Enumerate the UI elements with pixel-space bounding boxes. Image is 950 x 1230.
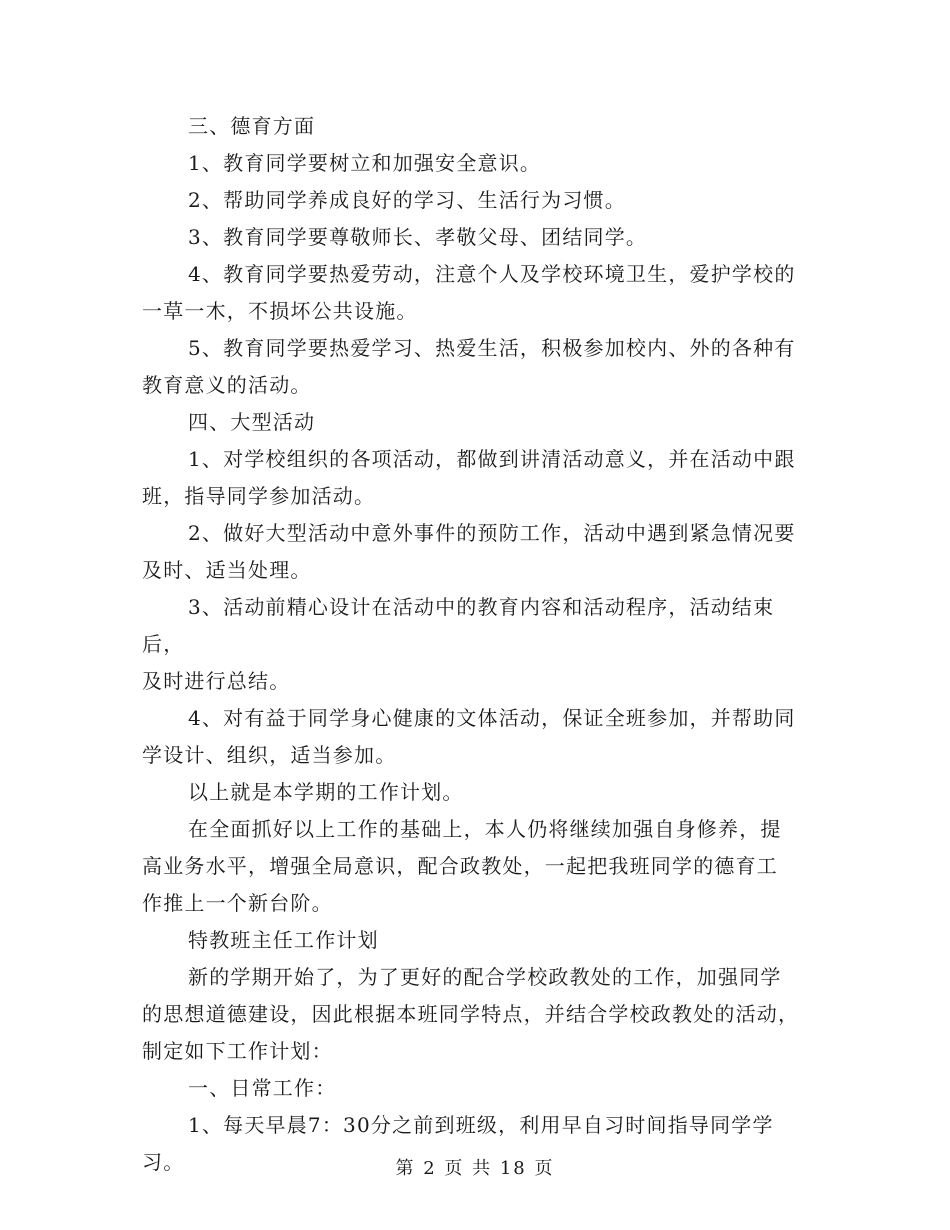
text-line: 及时、适当处理。 [142,558,312,582]
text-line: 班，指导同学参加活动。 [142,484,376,508]
paragraph-item-3-5 [142,330,812,404]
text-line: 在全面抓好以上工作的基础上，本人仍将继续加强自身修养，提 [188,817,782,841]
paragraph-summary [142,774,812,811]
text-line: 作推上一个新台阶。 [142,891,333,915]
text-line: 新的学期开始了，为了更好的配合学校政教处的工作，加强同学 [188,965,782,989]
text-line: 1、教育同学要树立和加强安全意识。 [188,151,542,175]
paragraph-item-3-4 [142,256,812,330]
paragraph-conclusion [142,811,812,922]
text-line: 三、德育方面 [188,114,316,138]
paragraph-intro-2 [142,959,812,1070]
text-line: 3、教育同学要尊敬师长、孝敬父母、团结同学。 [188,225,648,249]
text-line: 及时进行总结。 [142,669,291,693]
text-line: 4、对有益于同学身心健康的文体活动，保证全班参加，并帮助同 [188,706,796,730]
paragraph-item-4-2 [142,515,812,589]
text-line: 2、做好大型活动中意外事件的预防工作，活动中遇到紧急情况要 [188,521,796,545]
text-line: 2、帮助同学养成良好的学习、生活行为习惯。 [188,188,626,212]
text-line: 教育意义的活动。 [142,373,312,397]
paragraph-heading-3 [142,108,812,145]
paragraph-item-4-4 [142,700,812,774]
text-line: 1、对学校组织的各项活动，都做到讲清活动意义，并在活动中跟 [188,447,796,471]
paragraph-item-3-2 [142,182,812,219]
paragraph-heading-1 [142,1070,812,1107]
paragraph-title-2 [142,922,812,959]
document-body [142,108,812,1181]
text-line: 高业务水平，增强全局意识，配合政教处，一起把我班同学的德育工 [142,854,778,878]
text-line: 4、教育同学要热爱劳动，注意个人及学校环境卫生，爱护学校的 [188,262,796,286]
text-line: 一、日常工作： [188,1076,337,1100]
paragraph-item-4-1 [142,441,812,515]
text-line: 制定如下工作计划： [142,1039,333,1063]
text-line: 学设计、组织，适当参加。 [142,743,397,767]
text-line: 5、教育同学要热爱学习、热爱生活，积极参加校内、外的各种有 [188,336,796,360]
text-line: 四、大型活动 [188,410,316,434]
text-line: 的思想道德建设，因此根据本班同学特点，并结合学校政教处的活动， [142,1002,800,1026]
paragraph-heading-4 [142,404,812,441]
text-line: 1、每天早晨7：30分之前到班级，利用早自习时间指导同学学习。 [142,1113,774,1174]
text-line: 一草一木，不损坏公共设施。 [142,299,418,323]
text-line: 特教班主任工作计划 [188,928,379,952]
paragraph-item-3-3 [142,219,812,256]
text-line: 以上就是本学期的工作计划。 [188,780,464,804]
paragraph-item-4-3 [142,589,812,700]
paragraph-item-3-1 [142,145,812,182]
page-number-footer: 第 2 页 共 18 页 [395,1158,555,1179]
text-line: 3、活动前精心设计在活动中的教育内容和活动程序，活动结束后， [142,595,775,656]
